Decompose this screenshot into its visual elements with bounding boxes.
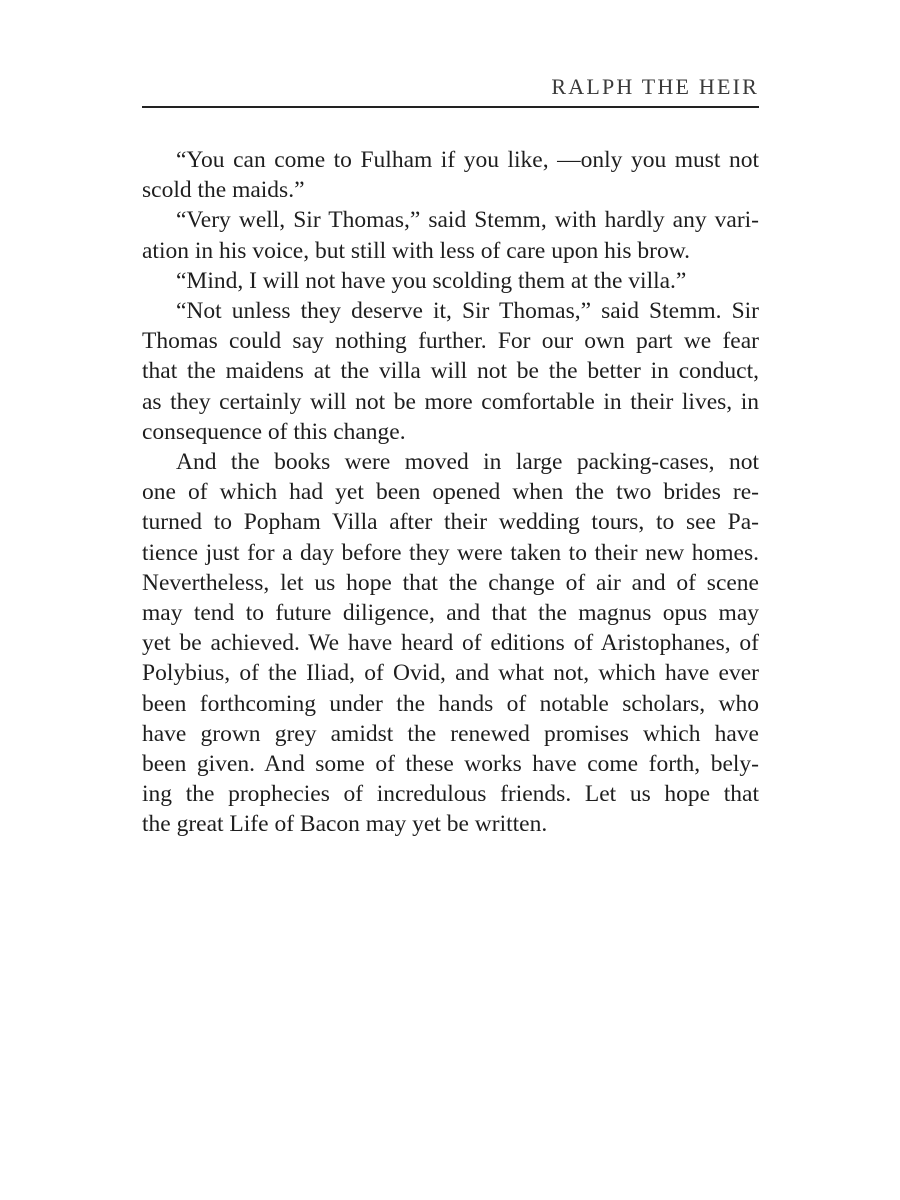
text-line: the great Life of Bacon may yet be written. <box>142 811 548 838</box>
text-line: that the maidens at the villa will not be the better in conduct, <box>142 358 759 385</box>
paragraph <box>142 296 759 447</box>
text-line: been forthcoming under the hands of notable scholars, who <box>142 690 759 717</box>
running-head-title: RALPH THE HEIR <box>551 74 759 99</box>
text-line: And the books were moved in large packing-cases, not <box>176 449 759 476</box>
paragraph <box>142 447 759 840</box>
text-line: Thomas could say nothing further. For our own part we fear <box>142 328 759 355</box>
text-line: one of which had yet been opened when the two brides re- <box>142 479 759 506</box>
header-rule <box>142 106 759 108</box>
text-line: consequence of this change. <box>142 418 406 445</box>
text-line: yet be achieved. We have heard of editions of Aristophanes, of <box>142 630 759 657</box>
body-text <box>142 145 759 840</box>
text-line: “Mind, I will not have you scolding them at the villa.” <box>176 267 687 294</box>
text-line: “Very well, Sir Thomas,” said Stemm, with hardly any vari- <box>176 207 759 234</box>
text-line: may tend to future diligence, and that the magnus opus may <box>142 600 759 627</box>
text-line: “You can come to Fulham if you like, —only you must not <box>176 147 759 173</box>
text-line: have grown grey amidst the renewed promises which have <box>142 720 759 747</box>
text-line: scold the maids.” <box>142 177 305 204</box>
paragraph <box>142 145 759 205</box>
text-line: been given. And some of these works have come forth, bely- <box>142 751 759 778</box>
paragraph <box>142 266 759 296</box>
text-line: ing the prophecies of incredulous friends. Let us hope that <box>142 781 759 808</box>
text-line: Nevertheless, let us hope that the change of air and of scene <box>142 569 759 596</box>
text-line: tience just for a day before they were taken to their new homes. <box>142 539 759 566</box>
text-line: Polybius, of the Iliad, of Ovid, and what not, which have ever <box>142 660 759 687</box>
text-line: as they certainly will not be more comfortable in their lives, in <box>142 388 759 415</box>
text-line: turned to Popham Villa after their wedding tours, to see Pa- <box>142 509 759 536</box>
text-line: “Not unless they deserve it, Sir Thomas,” said Stemm. Sir <box>176 298 759 325</box>
text-line: ation in his voice, but still with less of care upon his brow. <box>142 237 691 264</box>
paragraph <box>142 205 759 265</box>
